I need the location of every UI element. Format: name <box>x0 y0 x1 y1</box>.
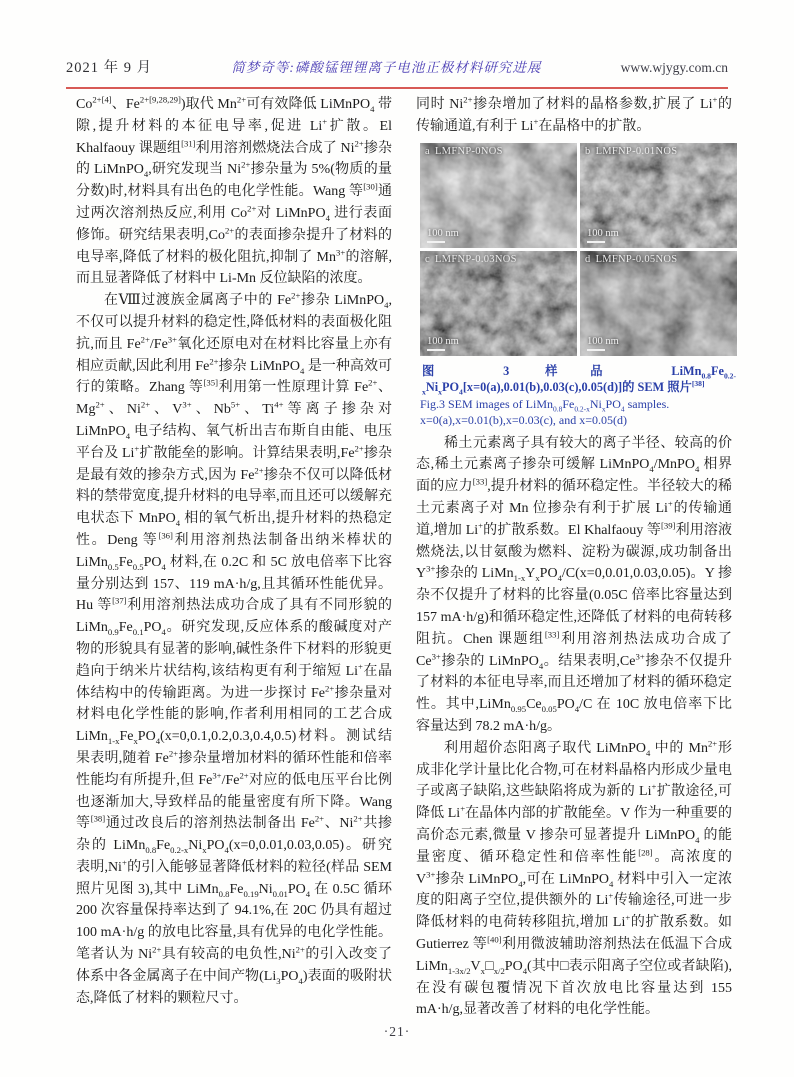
sem-panel-c <box>420 251 577 356</box>
scale-bar-a <box>427 228 459 243</box>
scale-bar-line <box>427 241 445 243</box>
sem-panel-a <box>420 143 577 248</box>
scale-bar-c <box>427 336 459 351</box>
panel-letter: b <box>585 145 591 157</box>
figure-3 <box>420 143 738 428</box>
sem-panel-b-label <box>585 146 677 157</box>
issue-date: 2021 年 9 月 <box>66 60 153 76</box>
sample-name: LMFNP-0.01NOS <box>595 145 678 157</box>
left-column <box>76 94 392 1021</box>
paragraph-fe-doping: 在Ⅷ过渡族金属离子中的 $Fe^{2+}$掺杂 LiMnPO$_4$,不仅可以提升材料的稳定性,降低材料的表面极化阻抗,而且 $Fe^{2+}/Fe^{3+}$氧化还原电对在材料比容量上亦有相应贡献,因此利用 $Fe^{2+}$掺杂 LiMnPO$_4$ 是一种高效可行的策略。Zhang 等[35]利用第一性原理计算 $Fe^{2+}$、$Mg^{2+}$、$Ni^{2+}$、$V^{3+}$、$Nb^{5+}$、$Ti^{4+}$等离子掺杂对 LiMnPO$_4$ 电子结构、氧气析出吉布斯自由能、电压平台及 Li+扩散能垒的影响。计算结果表明$,Fe^{2+}$掺杂是最有效的掺杂方式,因为 $Fe^{2+}$掺杂不仅可以降低材料的禁带宽度,提升材料的电导率,而且还可以缓解充电状态下 MnPO$_4$ 相的氧气析出,提升材料的热稳定性。Deng 等[36]利用溶剂热法制备出纳米棒状的 $LiMn_{0.5}Fe_{0.5}PO_4$ 材料,在 0.2C 和 5C 放电倍率下比容量分别达到 157、119 mA·h/g,且其循环性能优异。Hu 等[37]利用溶剂热法成功合成了具有不同形貌的 $LiMn_{0.9}Fe_{0.1}PO_4$。研究发现,反应体系的酸碱度对产物的形貌具有显著的影响,碱性条件下材料的形貌更趋向于纳米片状结构,该结构更有利于缩短 Li+在晶体结构中的传输距离。为进一步探讨 $Fe^{2+}$掺杂量对材料电化学性能的影响,作者利用相同的工艺合成 $LiMn_{1-x}Fe_xPO_4(x=0,0.1,0.2,0.3,0.4,0.5)$材料。测试结果表明,随着 $Fe^{2+}$掺杂量增加材料的循环性能和倍率性能均有所提升,但 $Fe^{3+}/Fe^{2+}$对应的低电压平台比例也逐渐加大,导致样品的能量密度有所下降。Wang 等[38]通过改良后的溶剂热法制备出 $Fe^{2+}$、$Ni^{2+}$共掺杂的 $LiMn_{0.8}Fe_{0.2-x}Ni_xPO_4(x=0,0.01,0.03,0.05)$。研究表明,Ni+的引入能够显著降低材料的粒径(样品 SEM 照片见图 3),其中 $LiMn_{0.8}Fe_{0.19}Ni_{0.01}PO_4$ 在 0.5C 循环 200 次容量保持率达到了 94.1%,在 20C 仍具有超过 100 mA·h/g 的放电比容量,具有优异的电化学性能。笔者认为 $Ni^{2+}$具有较高的电负性$,Ni^{2+}$的引入改变了体系中各金属离子在中间产物$(Li_3PO_4)$表面的吸附状态,降低了材料的颗粒尺寸。 <box>76 290 393 1006</box>
figure-caption-en-line1: Fig.3 SEM images of $LiMn_{0.8}Fe_{0.2-x}Ni_xPO_4$ samples. <box>420 396 670 413</box>
scale-text: 100 nm <box>587 227 619 239</box>
scale-bar-line <box>587 349 605 351</box>
scale-text: 100 nm <box>427 227 459 239</box>
right-column <box>416 94 736 1021</box>
panel-letter: a <box>425 145 430 157</box>
two-column-body <box>76 94 736 1021</box>
sem-image-grid <box>420 143 738 356</box>
scale-bar-d <box>587 336 619 351</box>
scale-bar-line <box>587 241 605 243</box>
sem-panel-d <box>580 251 737 356</box>
figure-caption <box>420 363 738 428</box>
sample-name: LMFNP-0.03NOS <box>434 253 517 265</box>
figure-caption-zh: 图 3 样品 $LiMn_{0.8}Fe_{0.2-x}Ni_xPO_4[x=0(a),0.01(b),0.03(c),0.05(d)]$的 SEM 照片[38] <box>422 363 736 397</box>
paragraph-supervalent-doping: 利用超价态阳离子取代 LiMnPO$_4$ 中的 $Mn^{2+}$形成非化学计量比化合物,可在材料晶格内形成少量电子或离子缺陷,这些缺陷将成为新的 Li+扩散途径,可降低 Li+在晶体内部的扩散能垒。V 作为一种重要的高价态元素,微量 V 掺杂可显著提升 LiMnPO$_4$ 的能量密度、循环稳定性和倍率性能[28]。高浓度的 $V^{3+}$掺杂 LiMnPO$_4$,可在 LiMnPO$_4$ 材料中引入一定浓度的阳离子空位,提供额外的 Li+传输途径,可进一步降低材料的电荷转移阻抗,增加 Li+的扩散系数。如 Gutierrez 等[40]利用微波辅助溶剂热法在低温下合成 $LiMn_{1-3x/2}V_x□_{x/2}PO_4$(其中□表示阳离子空位或者缺陷),在没有碳包覆情况下首次放电比容量达到 155 mA·h/g,显著改善了材料的电化学性能。 <box>416 738 733 1018</box>
paragraph-ni-continuation: 同时 $Ni^{2+}$掺杂增加了材料的晶格参数,扩展了 Li+的传输通道,有利于 Li+在晶格中的扩散。 <box>416 94 732 134</box>
sem-panel-b <box>580 143 737 248</box>
panel-letter: c <box>425 253 430 265</box>
sem-panel-a-label <box>425 146 503 157</box>
sem-panel-d-label <box>585 254 677 265</box>
figure-caption-en-line2: x=0(a),x=0.01(b),x=0.03(c), and x=0.05(d) <box>420 412 628 427</box>
panel-letter: d <box>585 253 591 265</box>
header-rule <box>66 87 728 89</box>
paragraph-rare-earth-doping: 稀土元素离子具有较大的离子半径、较高的价态,稀土元素离子掺杂可缓解 LiMnPO$_4$/MnPO$_4$ 相界面的应力[33],提升材料的循环稳定性。半径较大的稀土元素离子对 Mn 位掺杂有利于扩展 Li+的传输通道,增加 Li+的扩散系数。El Khalfaouy 等[39]利用溶液燃烧法,以甘氨酸为燃料、淀粉为碳源,成功制备出 $Y^{3+}$掺杂的 $LiMn_{1-x}Y_xPO_4/C(x=0,0.01,0.03,0.05)$。Y 掺杂不仅提升了材料的比容量(0.05C 倍率比容量达到 157 mA·h/g)和循环稳定性,还降低了材料的电荷转移阻抗。Chen 课题组[33]利用溶剂热法成功合成了 $Ce^{3+}$掺杂的 LiMnPO$_4$。结果表明$,Ce^{3+}$掺杂不仅提升了材料的本征电导率,而且还增加了材料的循环稳定性。其中$,LiMn_{0.95}Ce_{0.05}PO_4/C$ 在 10C 放电倍率下比容量达到 78.2 mA·h/g。 <box>416 435 733 734</box>
running-title: 简梦奇等:磷酸锰锂锂离子电池正极材料研究进展 <box>231 60 542 75</box>
page-number: ·21· <box>383 1024 411 1039</box>
scale-bar-b <box>587 228 619 243</box>
scale-text: 100 nm <box>587 335 619 347</box>
page-header <box>66 56 728 77</box>
sample-name: LMFNP-0NOS <box>434 145 503 157</box>
sem-panel-c-label <box>425 254 517 265</box>
scale-bar-line <box>427 349 445 351</box>
sample-name: LMFNP-0.05NOS <box>595 253 678 265</box>
paragraph-doping-continuation: $Co^{2+[4]}$、$Fe^{2+[9,28,29]}$)取代 $Mn^{2+}$可有效降低 LiMnPO$_4$ 带隙,提升材料的本征电导率,促进 Li+扩散。El Khalfaouy 课题组[31]利用溶剂燃烧法合成了 $Ni^{2+}$掺杂的 LiMnPO$_4$,研究发现当 $Ni^{2+}$掺杂量为 5%(物质的量分数)时,材料具有出色的电化学性能。Wang 等[30]通过两次溶剂热反应,利用 $Co^{2+}$对 LiMnPO$_4$ 进行表面修饰。研究结果表明$,Co^{2+}$的表面掺杂提升了材料的电导率,降低了材料的极化阻抗,抑制了 $Mn^{3+}$的溶解,而且显著降低了材料中 Li-Mn 反位缺陷的浓度。 <box>76 94 393 287</box>
scale-text: 100 nm <box>427 335 459 347</box>
journal-website: www.wjygy.com.cn <box>620 60 728 75</box>
